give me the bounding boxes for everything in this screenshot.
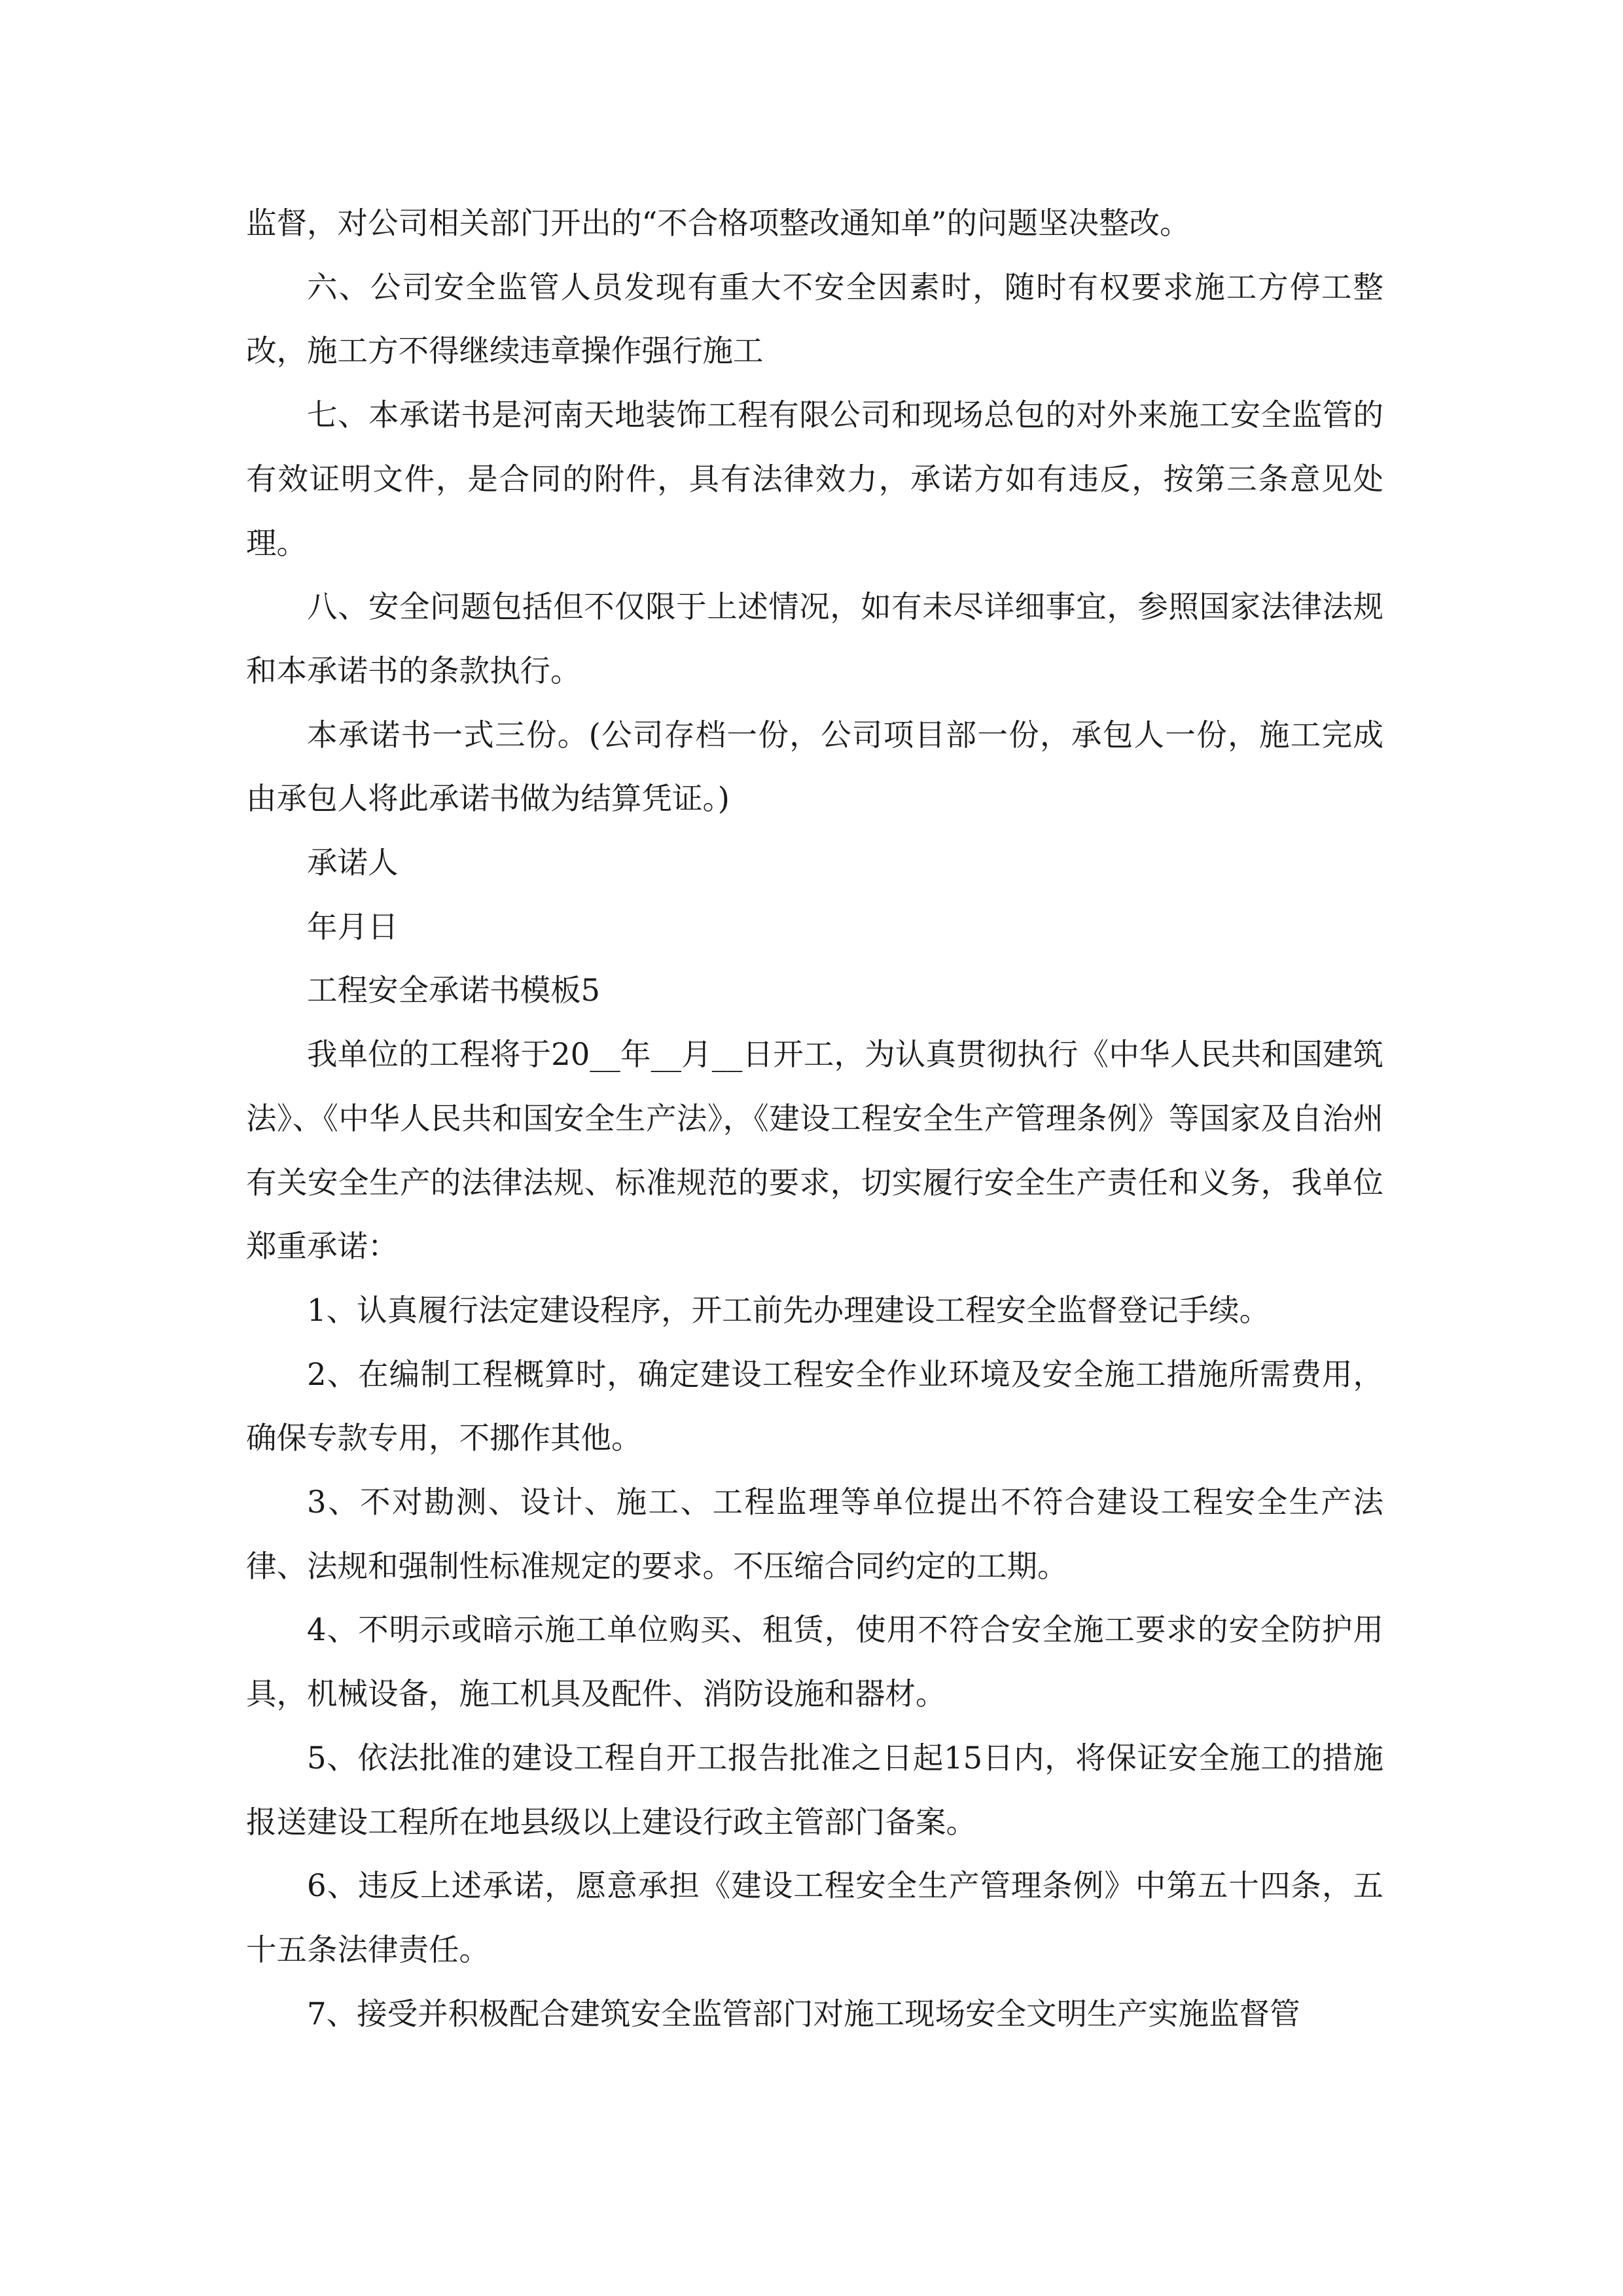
paragraph-copies: 本承诺书一式三份。(公司存档一份，公司项目部一份，承包人一份，施工完成由承包人将此承诺书做为结算凭证。) <box>246 717 1383 817</box>
paragraph-item-5: 5、依法批准的建设工程自开工报告批准之日起15日内，将保证安全施工的措施报送建设工程所在地县级以上建设行政主管部门备案。 <box>246 1740 1383 1840</box>
document-body <box>246 192 1383 2046</box>
paragraph-item-3: 3、不对勘测、设计、施工、工程监理等单位提出不符合建设工程安全生产法律、法规和强制性标准规定的要求。不压缩合同约定的工期。 <box>246 1484 1383 1584</box>
paragraph-item-4: 4、不明示或暗示施工单位购买、租赁，使用不符合安全施工要求的安全防护用具，机械设备，施工机具及配件、消防设施和器材。 <box>246 1612 1383 1712</box>
paragraph-item-1: 1、认真履行法定建设程序，开工前先办理建设工程安全监督登记手续。 <box>307 1292 1270 1328</box>
paragraph-clause-7: 七、本承诺书是河南天地装饰工程有限公司和现场总包的对外来施工安全监管的有效证明文件，是合同的附件，具有法律效力，承诺方如有违反，按第三条意见处理。 <box>246 397 1383 561</box>
paragraph-continuation: 监督，对公司相关部门开出的“不合格项整改通知单”的问题坚决整改。 <box>246 206 1190 241</box>
paragraph-intro: 我单位的工程将于20__年__月__日开工，为认真贯彻执行《中华人民共和国建筑法》、《中华人民共和国安全生产法》，《建设工程安全生产管理条例》等国家及自治州有关安全生产的法律法规、标准规范的要求，切实履行安全生产责任和义务，我单位郑重承诺： <box>246 1037 1383 1265</box>
section-title: 工程安全承诺书模板5 <box>307 973 601 1009</box>
paragraph-clause-8: 八、安全问题包括但不仅限于上述情况，如有未尽详细事宜，参照国家法律法规和本承诺书的条款执行。 <box>246 589 1383 689</box>
date-label: 年月日 <box>307 908 399 944</box>
paragraph-item-6: 6、违反上述承诺，愿意承担《建设工程安全生产管理条例》中第五十四条，五十五条法律责任。 <box>246 1868 1383 1967</box>
signatory-label: 承诺人 <box>307 845 399 881</box>
paragraph-item-2: 2、在编制工程概算时，确定建设工程安全作业环境及安全施工措施所需费用，确保专款专用，不挪作其他。 <box>246 1356 1383 1456</box>
paragraph-item-7: 7、接受并积极配合建筑安全监管部门对施工现场安全文明生产实施监督管 <box>307 1996 1300 2032</box>
paragraph-clause-6: 六、公司安全监管人员发现有重大不安全因素时，随时有权要求施工方停工整改，施工方不得继续违章操作强行施工 <box>246 269 1383 369</box>
